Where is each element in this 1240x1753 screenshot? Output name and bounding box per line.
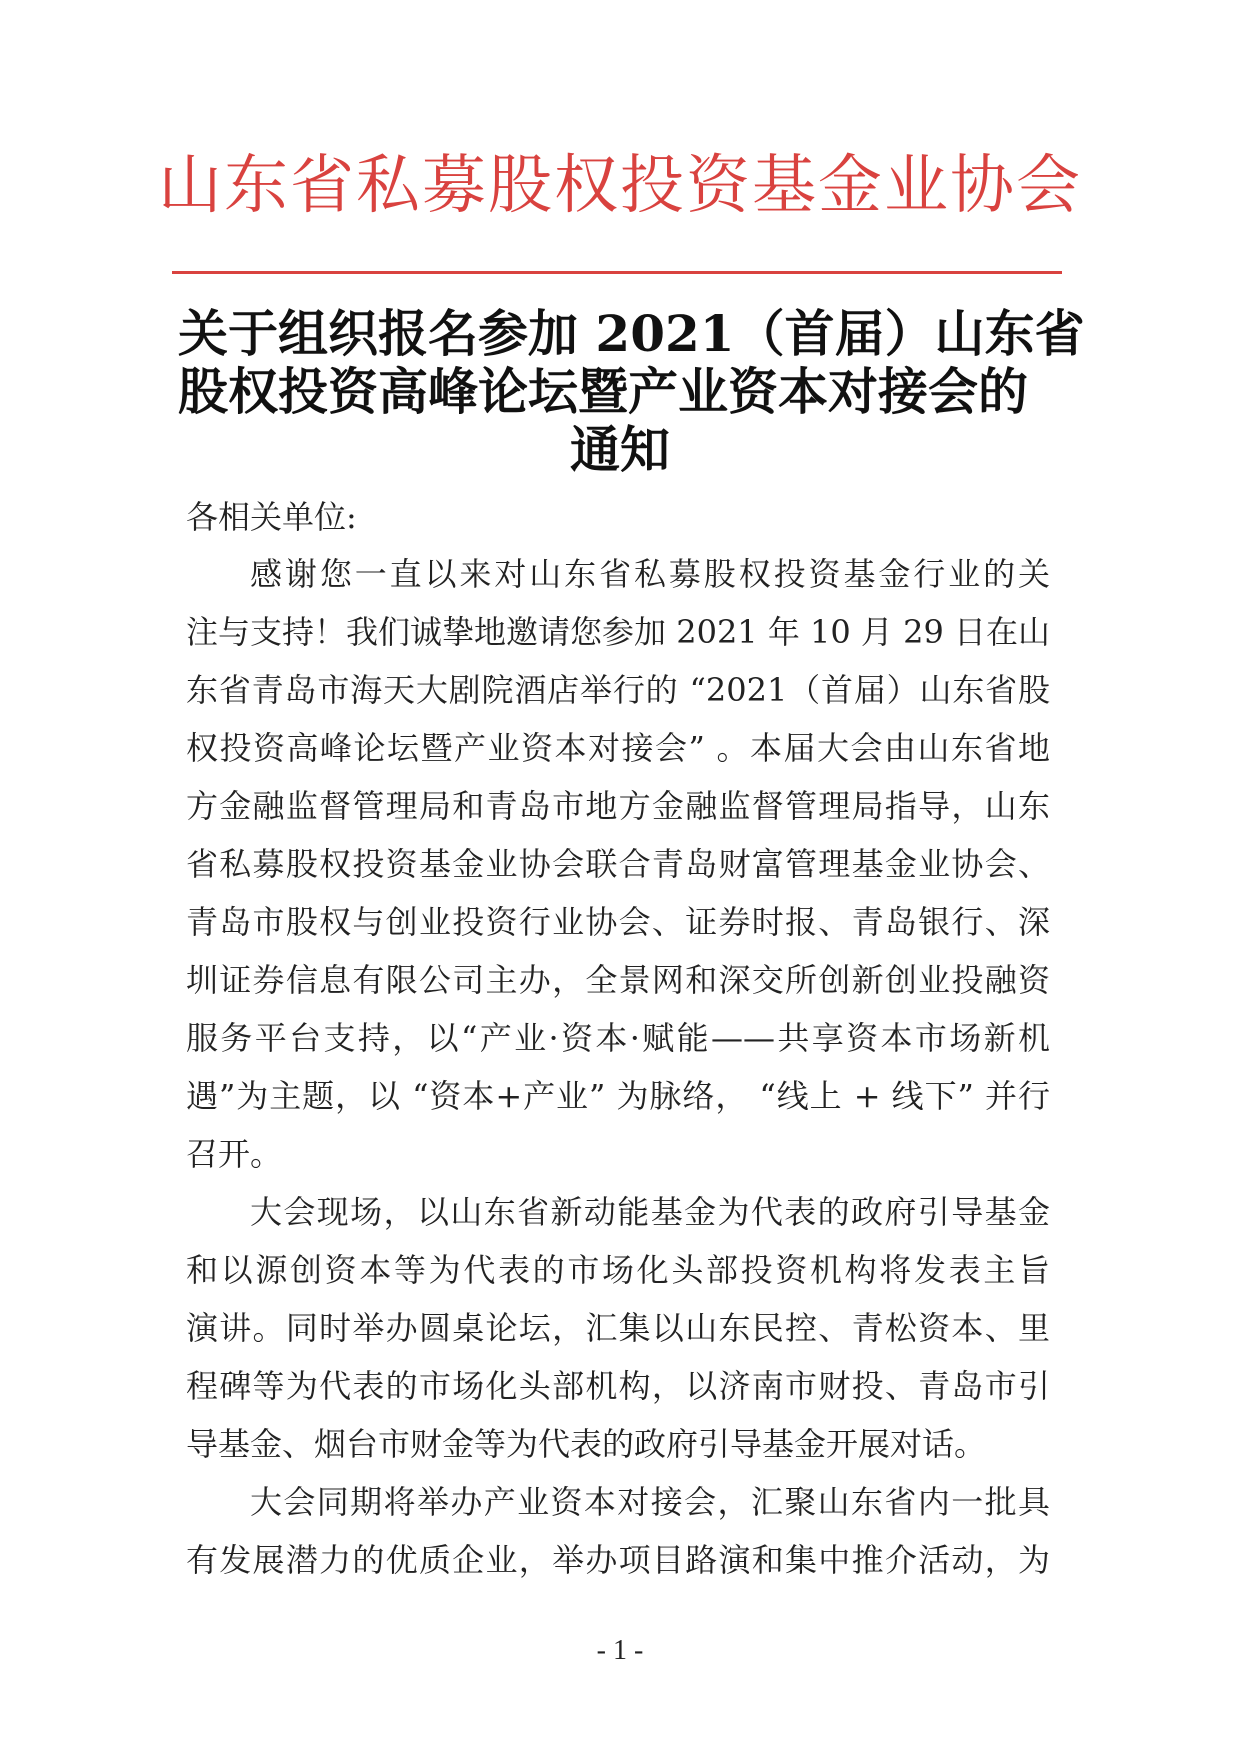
paragraph-line: 大会现场，以山东省新动能基金为代表的政府引导基金 bbox=[250, 1193, 1050, 1231]
salutation-text: 各相关单位: bbox=[186, 498, 357, 536]
paragraph-line: 青岛市股权与创业投资行业协会、证券时报、青岛银行、深 bbox=[186, 903, 1050, 941]
page-number: - 1 - bbox=[596, 1635, 644, 1666]
salutation bbox=[186, 488, 1050, 546]
paragraph-1 bbox=[186, 545, 1050, 1183]
paragraph-line: 省私募股权投资基金业协会联合青岛财富管理基金业协会、 bbox=[186, 845, 1050, 883]
paragraph-line: 圳证券信息有限公司主办，全景网和深交所创新创业投融资 bbox=[186, 961, 1050, 999]
paragraph-line: 东省青岛市海天大剧院酒店举行的 “2021（首届）山东省股 bbox=[186, 671, 1050, 709]
notice-title-line: 关于组织报名参加 2021（首届）山东省 bbox=[178, 304, 1085, 363]
notice-title-line: 通知 bbox=[570, 420, 670, 479]
paragraph-line: 程碑等为代表的市场化头部机构，以济南市财投、青岛市引 bbox=[186, 1367, 1050, 1405]
paragraph-line: 召开。 bbox=[186, 1135, 283, 1173]
paragraph-line: 演讲。同时举办圆桌论坛，汇集以山东民控、青松资本、里 bbox=[186, 1309, 1050, 1347]
paragraph-line: 感谢您一直以来对山东省私募股权投资基金行业的关 bbox=[250, 555, 1050, 593]
paragraph-line: 导基金、烟台市财金等为代表的政府引导基金开展对话。 bbox=[186, 1425, 987, 1463]
paragraph-line: 权投资高峰论坛暨产业资本对接会” 。本届大会由山东省地 bbox=[186, 729, 1050, 767]
paragraph-line: 方金融监督管理局和青岛市地方金融监督管理局指导，山东 bbox=[186, 787, 1050, 825]
paragraph-2 bbox=[186, 1183, 1050, 1473]
paragraph-3 bbox=[186, 1473, 1050, 1589]
organization-header: 山东省私募股权投资基金业协会 bbox=[158, 149, 1082, 223]
paragraph-line: 和以源创资本等为代表的市场化头部投资机构将发表主旨 bbox=[186, 1251, 1050, 1289]
paragraph-line: 大会同期将举办产业资本对接会，汇聚山东省内一批具 bbox=[250, 1483, 1050, 1521]
notice-title bbox=[178, 304, 1085, 479]
paragraph-line: 遇”为主题，以 “资本+产业” 为脉络， “线上 + 线下” 并行 bbox=[186, 1077, 1050, 1115]
notice-title-line: 股权投资高峰论坛暨产业资本对接会的 bbox=[178, 362, 1028, 421]
header-divider bbox=[172, 271, 1062, 274]
paragraph-line: 注与支持！我们诚挚地邀请您参加 2021 年 10 月 29 日在山 bbox=[186, 613, 1050, 651]
paragraph-line: 有发展潜力的优质企业，举办项目路演和集中推介活动，为 bbox=[186, 1541, 1050, 1579]
paragraph-line: 服务平台支持，以“产业·资本·赋能——共享资本市场新机 bbox=[186, 1019, 1050, 1057]
